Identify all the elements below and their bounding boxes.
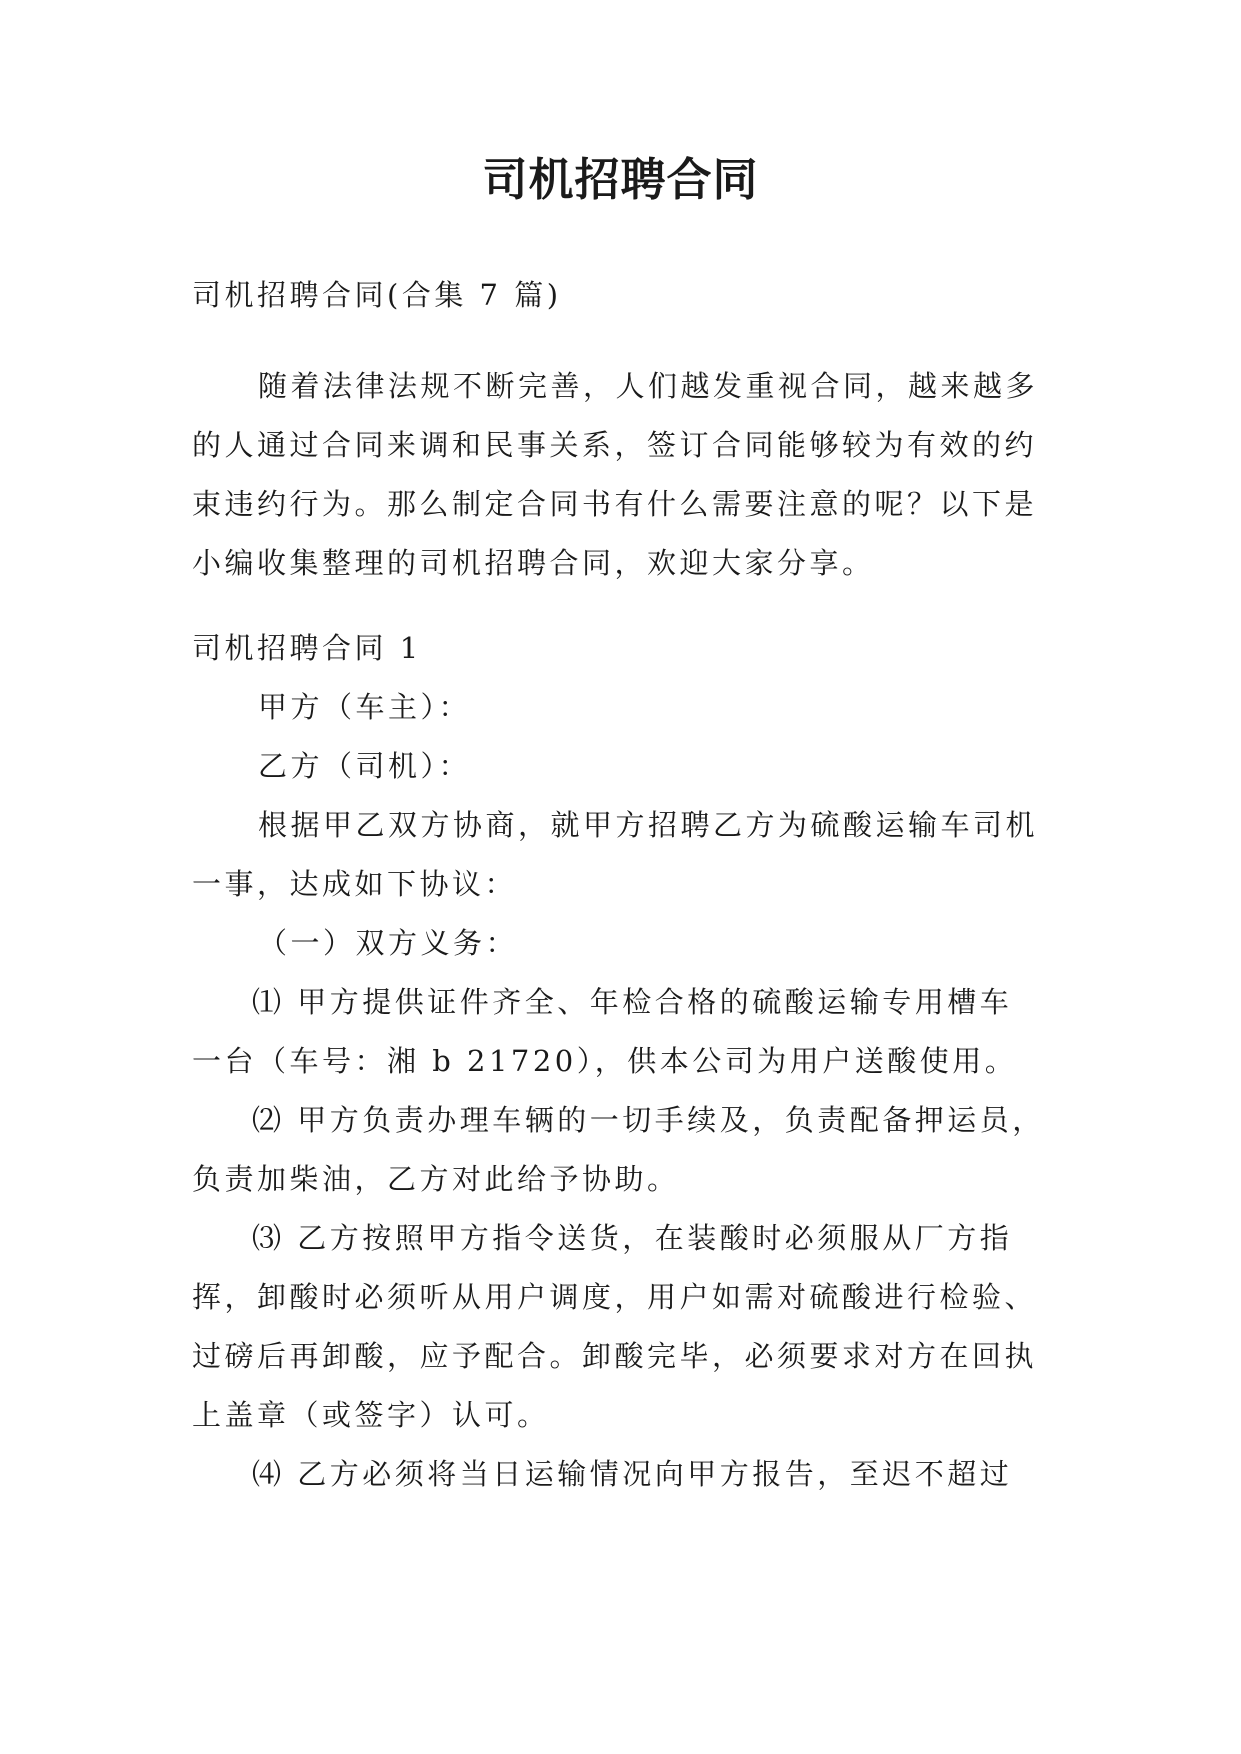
document-title: 司机招聘合同 [482,153,759,206]
party-b-line: 乙方（司机）： [258,749,472,783]
preamble-line: 根据甲乙双方协商，就甲方招聘乙方为硫酸运输车司机 [258,808,1039,842]
clause-item-first-line: ⑵ 甲方负责办理车辆的一切手续及，负责配备押运员， [252,1103,1045,1137]
clause-heading: （一）双方义务： [258,926,519,960]
clause-item-line: 负责加柴油，乙方对此给予协助。 [192,1162,680,1196]
contract-body [192,619,1072,1504]
intro-line: 束违约行为。那么制定合同书有什么需要注意的呢？以下是 [192,487,1038,521]
intro-line: 随着法律法规不断完善，人们越发重视合同，越来越多 [258,369,1039,403]
clause-item-line: 过磅后再卸酸，应予配合。卸酸完毕，必须要求对方在回执 [192,1339,1038,1373]
clause-item-first-line: ⑷ 乙方必须将当日运输情况向甲方报告，至迟不超过 [252,1457,1013,1491]
party-a-line: 甲方（车主）： [258,690,472,724]
preamble-line: 一事，达成如下协议： [192,867,518,901]
intro-paragraph [192,357,1072,593]
clause-item-line: 挥，卸酸时必须听从用户调度，用户如需对硫酸进行检验、 [192,1280,1038,1314]
section-heading: 司机招聘合同 1 [192,631,422,665]
clause-item-first-line: ⑶ 乙方按照甲方指令送货，在装酸时必须服从厂方指 [252,1221,1013,1255]
document-subtitle [192,266,1072,325]
clause-item-line: 上盖章（或签字）认可。 [192,1398,550,1432]
intro-line: 小编收集整理的司机招聘合同，欢迎大家分享。 [192,546,875,580]
clause-item-line: 一台（车号：湘 b 21720），供本公司为用户送酸使用。 [192,1044,1018,1078]
intro-line: 的人通过合同来调和民事关系，签订合同能够较为有效的约 [192,428,1038,462]
clause-item-first-line: ⑴ 甲方提供证件齐全、年检合格的硫酸运输专用槽车 [252,985,1013,1019]
subtitle-line: 司机招聘合同(合集 7 篇) [192,278,562,312]
